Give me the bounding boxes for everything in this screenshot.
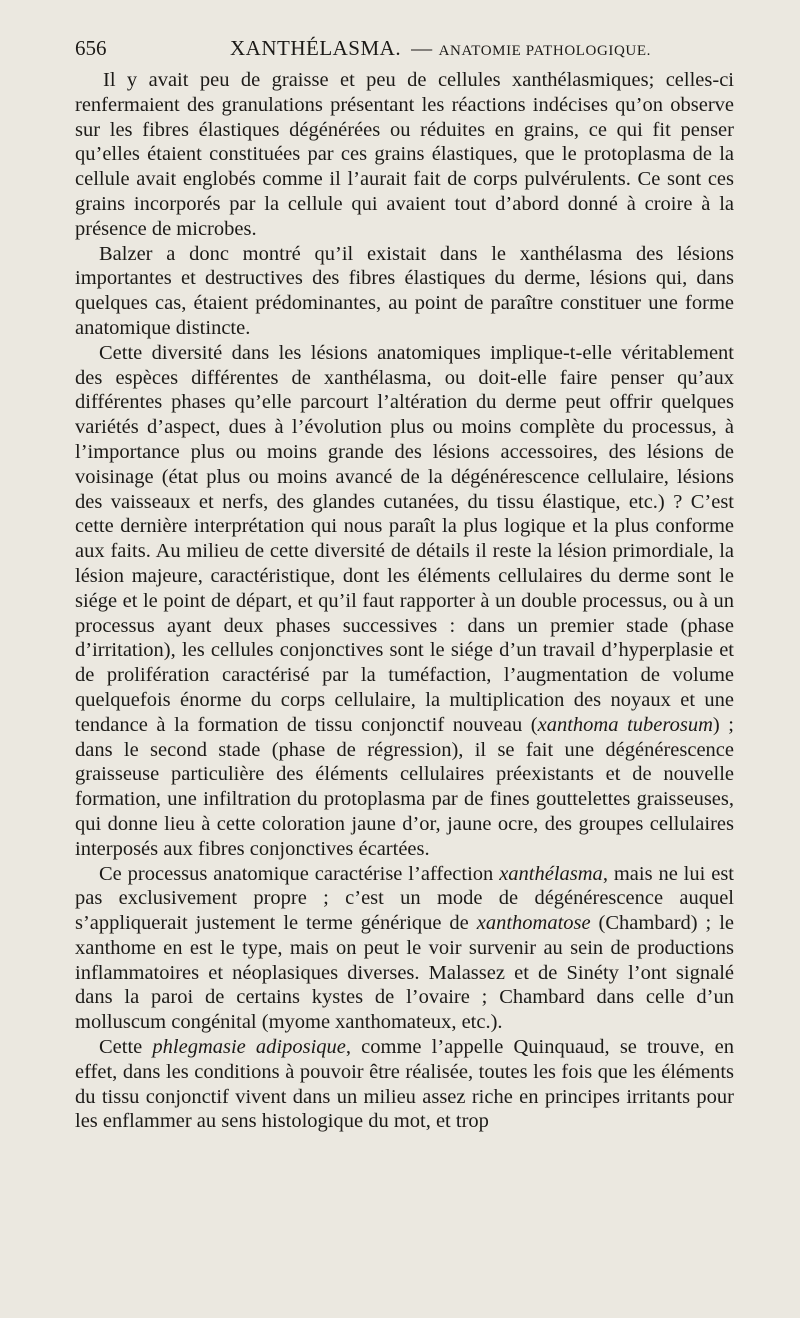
running-title [230,36,651,61]
text-run: ) ; dans le second stade (phase de régression), il se fait une dégénérescence graisseuse particulière des éléments cellulaires préexistants et de nouvelle formation, une infiltration du protoplasma par de fines gouttelettes graisseuses, qui donne lieu à cette coloration jaune d’or, jaune ocre, des groupes cellulaires interposés aux fibres conjonctives écartées. [75,713,734,860]
paragraph [75,341,734,862]
text-run: , mais ne lui est pas exclusivement propre ; c’est un mode de dégénérescence auquel s’appliquerait justement le terme générique de [75,862,734,935]
text-run: Il y avait peu de graisse et peu de cellules xanthélasmiques; celles-ci renfermaient des granulations présentant les réactions indécises qu’on observe sur les fibres élastiques dégénérées ou réduites en grains, ce qui fit penser qu’elles étaient constituées par ces grains élastiques, que le protoplasma de la cellule avait englobés comme il l’aurait fait de corps pulvérulents. Ce sont ces grains incorporés par la cellule qui avaient tout d’abord donné à croire à la présence de microbes. [75,69,734,240]
text-run: Cette diversité dans les lésions anatomiques implique-t-elle véritablement des espèces différentes de xanthélasma, ou doit-elle faire penser qu’aux différentes phases qu’elle parcourt l’altération du derme peut offrir quelques variétés d’aspect, dues à l’évolution plus ou moins complète du processus, à l’importance plus ou moins grande des lésions accessoires, des lésions de voisinage (état plus ou moins avancé de la dégénérescence cellulaire, lésions des vaisseaux et nerfs, des glandes cutanées, du tissu élastique, etc.) ? C’est cette dernière interprétation qui nous paraît la plus logique et la plus conforme aux faits. Au milieu de cette diversité de détails il reste la lésion primordiale, la lésion majeure, caractéristique, dont les éléments cellulaires du derme sont le siége et le point de départ, et qu’il faut rapporter à un double processus, ou à un processus ayant deux phases successives : dans un premier stade (phase d’irritation), les cellules conjonctives sont le siége d’un travail d’hyperplasie et de prolifération caractérisé par la tuméfaction, l’augmentation de volume quelquefois énorme du corps cellulaire, la multiplication des noyaux et une tendance à la formation de tissu conjonctif nouveau ( [75,341,734,736]
page-number: 656 [75,36,107,60]
title-separator: — [411,36,433,60]
text-run: Ce processus anatomique caractérise l’affection [99,862,500,885]
italic-term: xanthomatose [476,912,591,935]
body-text [75,68,734,1134]
chapter-title: XANTHÉLASMA. [230,36,402,60]
running-header [75,36,735,64]
text-run: Cette [99,1036,153,1059]
text-run: , comme l’appelle Quinquaud, se trouve, en effet, dans les conditions à pouvoir être réalisée, toutes les fois que les éléments du tissu conjonctif vivent dans un milieu assez riche en principes irritants pour les enflammer au sens histologique du mot, et trop [75,1036,735,1133]
text-run: (Chambard) ; le xanthome en est le type, mais on peut le voir survenir au sein de productions inflammatoires et néoplasiques diverses. Malassez et de Sinéty l’ont signalé dans la paroi de certains kystes de l’ovaire ; Chambard dans celle d’un molluscum congénital (myome xanthomateux, etc.). [75,912,734,1034]
italic-term: xanthélasma [499,862,603,885]
paragraph [75,68,734,242]
italic-term: xanthoma tuberosum [537,713,713,736]
italic-term: phlegmasie adiposique [152,1036,346,1059]
text-run: Balzer a donc montré qu’il existait dans le xanthélasma des lésions importantes et destructives des fibres élastiques du derme, lésions qui, dans quelques cas, étaient prédominantes, au point de paraître constituer une forme anatomique distincte. [75,242,734,339]
paragraph [75,862,734,1036]
section-subtitle: ANATOMIE PATHOLOGIQUE. [438,43,651,59]
paragraph [75,1035,734,1134]
paragraph [75,242,734,341]
